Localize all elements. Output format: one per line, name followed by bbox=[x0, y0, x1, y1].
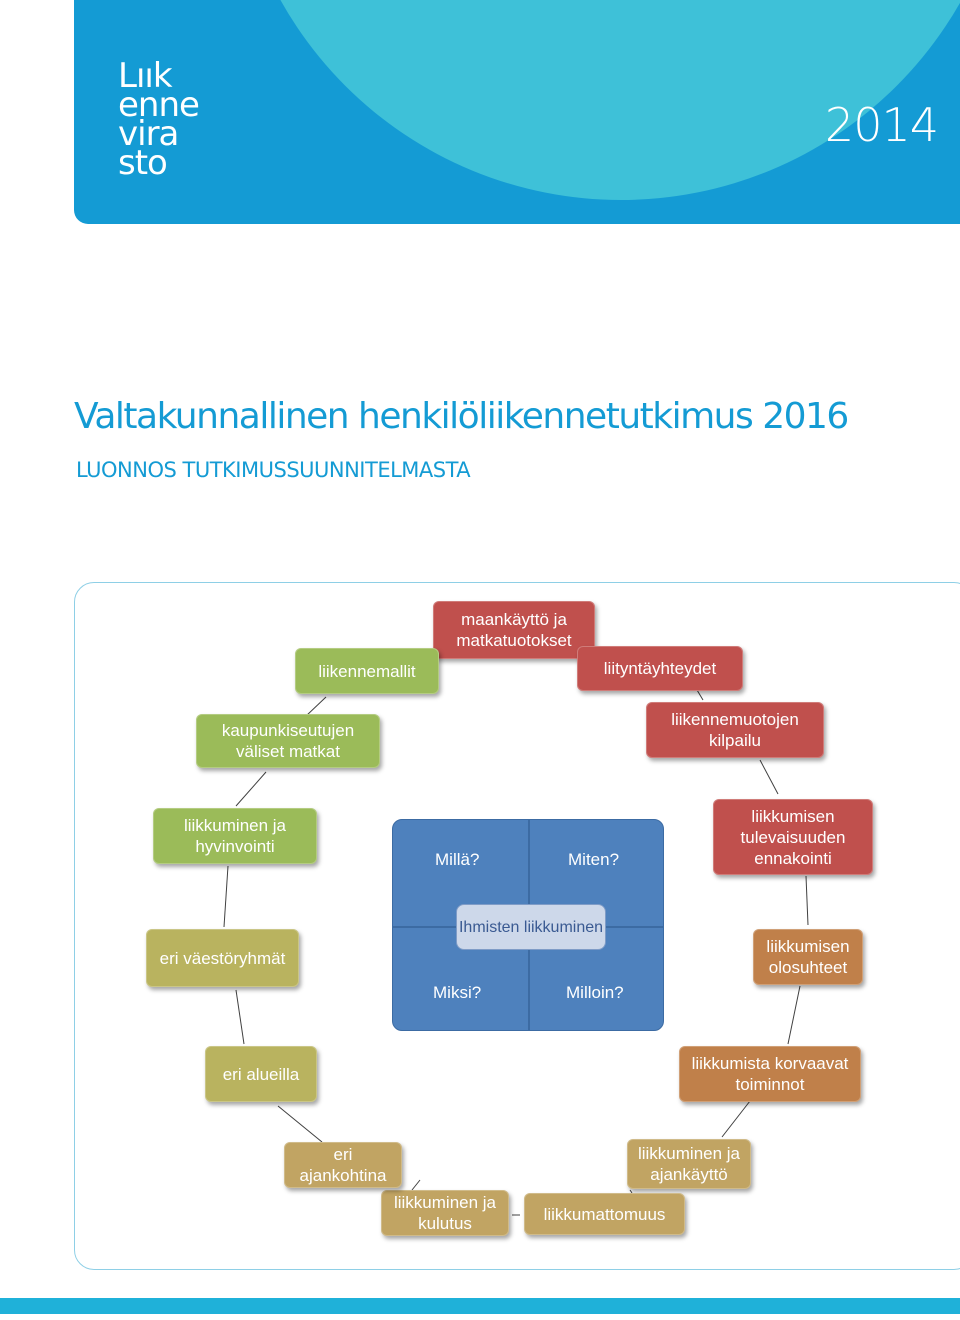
connector bbox=[722, 1101, 750, 1137]
quadrant-miksi-label: Miksi? bbox=[433, 983, 482, 1002]
logo-line-2: enne bbox=[118, 85, 199, 125]
node-liikennemallit: liikennemallit bbox=[295, 648, 439, 694]
connector bbox=[278, 1106, 322, 1142]
node-korvaavat: liikkumista korvaavat toiminnot bbox=[679, 1046, 861, 1102]
logo-line-3: vira bbox=[118, 114, 179, 154]
node-liikkumattomuus: liikkumattomuus bbox=[524, 1193, 685, 1235]
node-kaupunkiseutujen: kaupunkiseutujen väliset matkat bbox=[196, 714, 380, 768]
connector bbox=[788, 986, 800, 1044]
connector bbox=[806, 876, 808, 925]
connector bbox=[236, 990, 244, 1044]
node-olosuhteet: liikkumisen olosuhteet bbox=[753, 929, 863, 985]
node-maankaytto: maankäyttö ja matkatuotokset bbox=[433, 601, 595, 659]
center-hub: Ihmisten liikkuminen bbox=[456, 904, 606, 950]
node-ajankohtina: eri ajankohtina bbox=[284, 1142, 402, 1188]
node-liikennemuotojen-kilpailu: liikennemuotojen kilpailu bbox=[646, 702, 824, 758]
year-label: 2014 bbox=[824, 98, 938, 152]
node-ajankaytto: liikkuminen ja ajankäyttö bbox=[627, 1139, 751, 1189]
connector bbox=[697, 690, 703, 700]
node-tulevaisuus: liikkumisen tulevaisuuden ennakointi bbox=[713, 799, 873, 875]
logo-line-4: sto bbox=[118, 143, 167, 183]
quadrant-milloin-label: Milloin? bbox=[566, 983, 624, 1002]
connector bbox=[412, 1180, 420, 1190]
quadrant-milla-label: Millä? bbox=[435, 850, 480, 869]
connector bbox=[224, 866, 228, 927]
connector bbox=[760, 760, 778, 794]
document-subtitle: LUONNOS TUTKIMUSSUUNNITELMASTA bbox=[76, 458, 471, 482]
node-vaestoryhmat: eri väestöryhmät bbox=[146, 929, 299, 987]
node-liityntayhteydet: liityntäyhteydet bbox=[577, 646, 743, 691]
quadrant-miten-label: Miten? bbox=[568, 850, 620, 869]
connector bbox=[236, 772, 266, 806]
document-title: Valtakunnallinen henkilöliikennetutkimus 2016 bbox=[74, 396, 848, 437]
node-alueilla: eri alueilla bbox=[205, 1046, 317, 1102]
bottom-strip bbox=[0, 1298, 960, 1314]
node-hyvinvointi: liikkuminen ja hyvinvointi bbox=[153, 808, 317, 864]
logo-line-1: Lıık bbox=[118, 56, 172, 96]
node-kulutus: liikkuminen ja kulutus bbox=[381, 1190, 509, 1236]
